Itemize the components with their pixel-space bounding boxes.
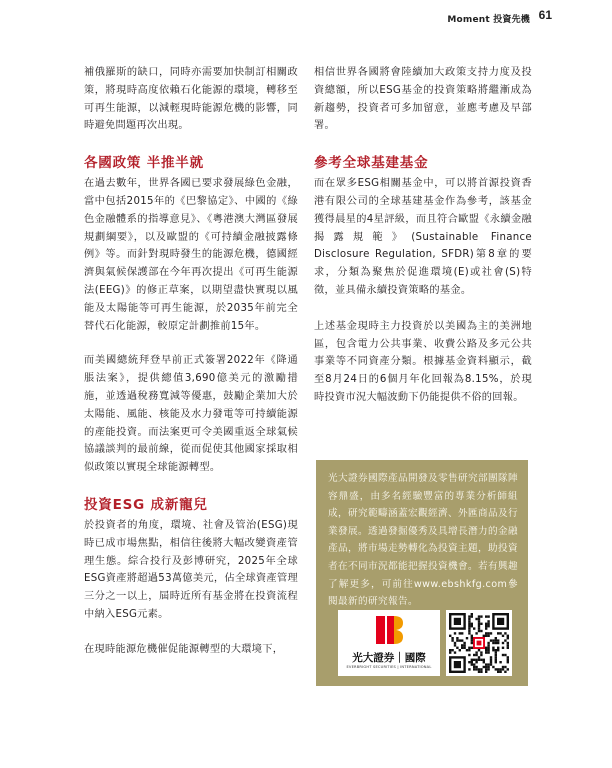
right-column <box>314 64 532 407</box>
section-heading-infrastructure-fund: 參考全球基建基金 <box>314 155 429 172</box>
paragraph-gap <box>314 300 532 318</box>
qr-code-icon <box>446 610 512 676</box>
left-column <box>84 64 298 659</box>
everbright-logo <box>338 610 440 676</box>
running-title: Moment 投資先機 <box>447 15 530 25</box>
right-paragraph-1: 相信世界各國將會陸續加大政策支持力度及投資總額，所以ESG基金的投資策略將繼漸成為新趨勢，投資者可多加留意，並應考慮及早部署。 <box>314 67 532 132</box>
promo-text: 光大證券國際產品開發及零售研究部團隊陣容鼎盛，由多名經驗豐富的專業分析師組成，研究範疇涵蓋宏觀經濟、外匯商品及行業發展。透過發掘優秀及具增長潛力的金融產品，將市場走勢轉化為投資主題，助投資者在不同市況都能把握投資機會。若有興趣了解更多，可前往www.ebshkfg.com參閱最新的研究報告。 <box>328 473 518 608</box>
right-paragraph-2: 而在眾多ESG相關基金中，可以將首源投資香港有限公司的全球基建基金作為參考，該基金獲得晨星的4星評級，而且符合歐盟《永續金融揭露規範》(Sustainable Finance Disclosure Regulation, SFDR)第8章的要求，分類為聚焦於促進環境(E)或社會(S)特徵，並具備永續投資策略的基金。 <box>314 178 532 296</box>
section-heading-esg: 投資ESG 成新寵兒 <box>84 496 208 513</box>
logo-chinese-name: 光大證券｜國際 <box>352 652 426 664</box>
left-paragraph-2: 在過去數年，世界各國已要求發展綠色金融，當中包括2015年的《巴黎協定》、中國的《綠色金融體系的指導意見》、《粵港澳大灣區發展規劃綱要》，以及歐盟的《可持續金融披露條例》等。而針對現時發生的能源危機，德國經濟與氣候保護部在今年再次提出《可再生能源法(EEG)》的修正草案，以期望盡快實現以風能及太陽能等可再生能源，於2035年前完全替代石化能源，較原定計劃推前15年。 <box>84 178 298 332</box>
logo-english-name: EVERBRIGHT SECURITIES | INTERNATIONAL <box>346 665 432 669</box>
left-paragraph-4: 於投資者的角度，環境、社會及管治(ESG)現時已成市場焦點，相信往後將大幅改變資產管理生態。綜合投行及彭博研究，2025年全球ESG資產將超過53萬億美元，佔全球資產管理三分之一以上，屆時近所有基金將在投資流程中納入ESG元素。 <box>84 519 298 620</box>
everbright-logo-icon <box>374 614 404 646</box>
promo-box <box>316 460 528 686</box>
right-paragraph-3: 上述基金現時主力投資於以美國為主的美洲地區，包含電力公共事業、收費公路及多元公共事業等不同資產分類。根據基金資料顯示，截至8月24日的6個月年化回報為8.15%，於現時投資市況大幅波動下仍能提供不俗的回報。 <box>314 320 532 403</box>
qr-code[interactable] <box>446 610 512 676</box>
page-number: 61 <box>538 8 552 22</box>
left-paragraph-1: 補俄羅斯的缺口，同時亦需要加快制訂相關政策，將現時高度依賴石化能源的環境，轉移至可再生能源，以減輕現時能源危機的影響，同時避免問題再次出現。 <box>84 67 298 132</box>
left-paragraph-3: 而美國總統拜登早前正式簽署2022年《降通脹法案》，提供總值3,690億美元的激勵措施，並透過稅務寬減等優惠，鼓勵企業加大於太陽能、風能、核能及水力發電等可持續能源的產能投資。而法案更可令美國重返全球氣候協議談判的最前線，從而促使其他國家採取相似政策以實現全球能源轉型。 <box>84 355 298 474</box>
section-heading-policies: 各國政策 半推半就 <box>84 155 204 172</box>
left-paragraph-5: 在現時能源危機催促能源轉型的大環境下， <box>84 643 284 655</box>
